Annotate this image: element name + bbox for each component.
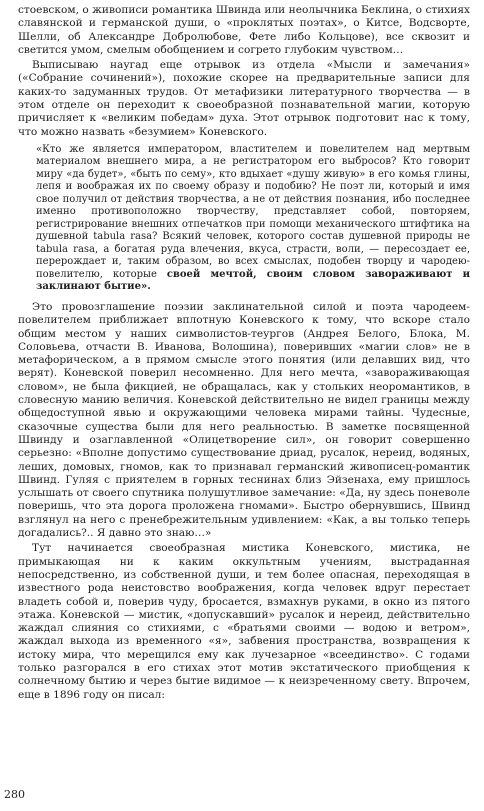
quote-bold-tail: своей мечтой, своим словом завораживают и заклинают бытие». xyxy=(36,268,471,293)
paragraph-3: Это провозглашение поэзии заклинательной силой и поэта чародеем-повелителем приближает вплотную Коневского к тому, что вскоре стало общим местом у наших символистов-теургов (Андрея Белого, Блока, М. Соловьева, отчасти В. Иванова, Волошина), поверивших «магии слов» не в метафорическом, а в прямом смысле этого понятия (или делавших вид, что верят). Коневской поверил несомненно. Для него мечта, «завораживающая словом», не была фикцией, не обращалась, как у стольких неоромантиков, в словесную манию величия. Коневской действительно не видел границы между общедоступной явью и окружающими человека мирами тайны. Чудесные, сказочные существа были для него реальностью. В заметке посвященной Швинду и озаглавленной «Олицетворение сил», он говорит совершенно серьезно: «Вполне допустимо существование дриад, русалок, нереид, водяных, леших, домовых, гномов, как то признавал германский живописец-романтик Швинд. Гуляя с приятелем в горных теснинах близ Эйзенаха, ему пришлось услышать от своего спутника полушутливое замечание: «Да, ну здесь поневоле поверишь, что эта дорога проложена гномами». Быстро обернувшись, Швинд взглянул на него с пренебрежительным удивлением: «Как, а вы только теперь догадались?.. Я давно это знаю…» xyxy=(18,300,470,540)
quote-text: «Кто же является императором, властителем и повелителем над мертвым материалом внешнего мира, а не регистратором его выбросов? Кто говорит миру «да будет», «быть по сему», кто вдыхает «душу живую» в его комья глины, лепя и воображая их по своему образу и подобию? Не поэт ли, который и имя свое получил от действия творчества, а не от действия познания, ибо последнее именно противоположно творчеству, представляет собой, повторяем, регистрирование внешних отпечатков при помощи механического штифтика на душевной tabula rasa? Всякий человек, которого состав душевной природы не tabula rasa, а богатая руда влечения, вкуса, страсти, воли, — пересоздает ее, перерождает и, таким образом, во всех смыслах, подобен творцу и чародею-повелителю, которые xyxy=(36,143,470,280)
paragraph-1: стоевском, о живописи романтика Швинда или неолычника Беклина, о стихиях славянской и германской души, о «проклятых поэтах», о Китсе, Водсворте, Шелли, об Александре Добролюбове, Фете либо Кольцове), все сквозит и светится умом, смелым обобщением и согрето глубоким чувством… xyxy=(18,4,470,56)
paragraph-4: Тут начинается своеобразная мистика Коневского, мистика, не примыкающая ни к каким оккультным учениям, выстраданная непосредственно, из собственной души, и тем более опасная, переходящая в известного рода неистовство воображения, когда человек вдруг перестает владеть собой и, поверив чуду, бросается, взмахнув руками, в окно из пятого этажа. Коневской — мистик, «допускавший» русалок и нереид, действительно жаждал слияния со стихиями, с «братьями своими — водою и ветром», жаждал выхода из временного «я», забвения пространства, возвращения к истоку мира, что мерещился ему как лучезарное «всеединство». С годами только разгорался в его стихах этот мотив экстатического приобщения к солнечному бытию и через бытие видимое — к неизреченному свету. Впрочем, еще в 1896 году он писал: xyxy=(18,542,470,701)
page-number: 280 xyxy=(4,788,25,801)
quote-block xyxy=(36,144,470,294)
paragraph-2: Выписываю наугад еще отрывок из отдела «Мысли и замечания» («Собрание сочинений»), похожие скорее на предварительные записи для каких-то задуманных трудов. От метафизики литературного творчества — в этом отделе он переходит к своеобразной познавательной магии, которую причисляет к «великим победам» духа. Этот отрывок подготовит нас к тому, что можно назвать «безумием» Коневского. xyxy=(18,59,470,138)
page-text xyxy=(18,4,470,702)
